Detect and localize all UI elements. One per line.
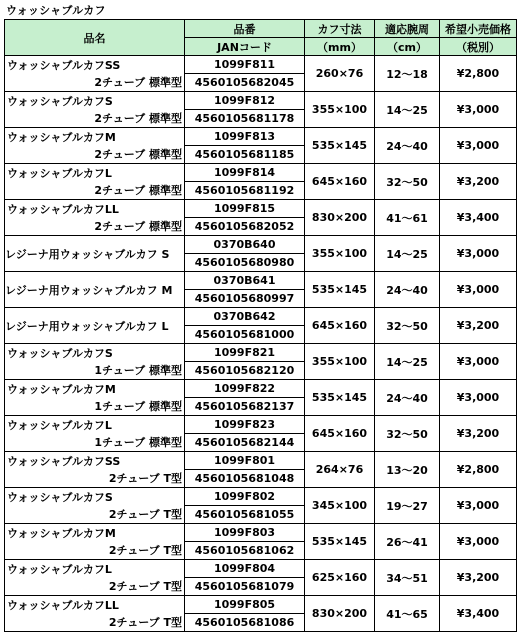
header-arm-unit: （cm） bbox=[375, 38, 440, 56]
table-row bbox=[5, 596, 517, 614]
arm-range: 32～50 bbox=[375, 164, 440, 200]
product-variant: 1チューブ 標準型 bbox=[94, 399, 182, 413]
product-variant: 2チューブ 標準型 bbox=[94, 75, 182, 89]
cuff-size: 260×76 bbox=[305, 56, 375, 92]
product-name: ウォッシャブルカフL bbox=[7, 418, 112, 432]
cuff-size: 625×160 bbox=[305, 560, 375, 596]
arm-range: 41～65 bbox=[375, 596, 440, 632]
jan-code: 4560105682120 bbox=[185, 362, 305, 380]
product-name-cell bbox=[5, 560, 185, 596]
arm-range: 26～41 bbox=[375, 524, 440, 560]
arm-range: 14～25 bbox=[375, 92, 440, 128]
product-variant: 2チューブ T型 bbox=[108, 579, 182, 593]
retail-price: ¥3,400 bbox=[440, 200, 517, 236]
arm-range: 32～50 bbox=[375, 308, 440, 344]
table-row bbox=[5, 92, 517, 110]
arm-range: 24～40 bbox=[375, 128, 440, 164]
product-variant: 2チューブ T型 bbox=[108, 615, 182, 629]
header-code: 品番 bbox=[185, 20, 305, 38]
product-variant: 2チューブ 標準型 bbox=[94, 219, 182, 233]
product-variant: 2チューブ T型 bbox=[108, 543, 182, 557]
product-variant: 1チューブ 標準型 bbox=[94, 363, 182, 377]
product-code: 1099F823 bbox=[185, 416, 305, 434]
product-name-cell bbox=[5, 596, 185, 632]
jan-code: 4560105681055 bbox=[185, 506, 305, 524]
header-price: 希望小売価格 bbox=[440, 20, 517, 38]
header-name: 品名 bbox=[5, 20, 185, 56]
cuff-size: 645×160 bbox=[305, 308, 375, 344]
retail-price: ¥3,000 bbox=[440, 524, 517, 560]
product-code: 1099F821 bbox=[185, 344, 305, 362]
product-name-cell: レジーナ用ウォッシャブルカフ M bbox=[5, 272, 185, 308]
table-row bbox=[5, 560, 517, 578]
product-name: ウォッシャブルカフS bbox=[7, 94, 113, 108]
product-name: ウォッシャブルカフSS bbox=[7, 454, 121, 468]
product-code: 1099F801 bbox=[185, 452, 305, 470]
jan-code: 4560105682137 bbox=[185, 398, 305, 416]
table-row bbox=[5, 308, 517, 326]
arm-range: 41～61 bbox=[375, 200, 440, 236]
table-row bbox=[5, 236, 517, 254]
product-variant: 2チューブ T型 bbox=[108, 507, 182, 521]
arm-range: 32～50 bbox=[375, 416, 440, 452]
page-title: ウォッシャブルカフ bbox=[6, 4, 106, 17]
cuff-size: 355×100 bbox=[305, 236, 375, 272]
retail-price: ¥3,200 bbox=[440, 560, 517, 596]
table-row bbox=[5, 272, 517, 290]
product-name-cell bbox=[5, 128, 185, 164]
table-row bbox=[5, 164, 517, 182]
product-variant: 2チューブ 標準型 bbox=[94, 183, 182, 197]
cuff-size: 535×145 bbox=[305, 128, 375, 164]
table-row bbox=[5, 56, 517, 74]
jan-code: 4560105681062 bbox=[185, 542, 305, 560]
arm-range: 14～25 bbox=[375, 344, 440, 380]
cuff-size: 645×160 bbox=[305, 164, 375, 200]
jan-code: 4560105681086 bbox=[185, 614, 305, 632]
product-name: ウォッシャブルカフSS bbox=[7, 58, 121, 72]
product-name-cell bbox=[5, 524, 185, 560]
product-code: 0370B642 bbox=[185, 308, 305, 326]
product-code: 1099F822 bbox=[185, 380, 305, 398]
jan-code: 4560105681048 bbox=[185, 470, 305, 488]
retail-price: ¥3,200 bbox=[440, 308, 517, 344]
jan-code: 4560105681178 bbox=[185, 110, 305, 128]
cuff-size: 345×100 bbox=[305, 488, 375, 524]
arm-range: 12～18 bbox=[375, 56, 440, 92]
product-variant: 2チューブ 標準型 bbox=[94, 147, 182, 161]
product-code: 0370B640 bbox=[185, 236, 305, 254]
table-row bbox=[5, 200, 517, 218]
table-body bbox=[5, 56, 517, 632]
table-row bbox=[5, 524, 517, 542]
product-name: ウォッシャブルカフL bbox=[7, 166, 112, 180]
product-name-cell bbox=[5, 380, 185, 416]
product-name: ウォッシャブルカフS bbox=[7, 490, 113, 504]
product-name-cell bbox=[5, 200, 185, 236]
table-header bbox=[5, 20, 517, 56]
retail-price: ¥2,800 bbox=[440, 452, 517, 488]
table-row bbox=[5, 380, 517, 398]
cuff-size: 355×100 bbox=[305, 92, 375, 128]
jan-code: 4560105680997 bbox=[185, 290, 305, 308]
product-name-cell bbox=[5, 452, 185, 488]
jan-code: 4560105681079 bbox=[185, 578, 305, 596]
cuff-size: 830×200 bbox=[305, 596, 375, 632]
retail-price: ¥3,000 bbox=[440, 272, 517, 308]
jan-code: 4560105680980 bbox=[185, 254, 305, 272]
cuff-size: 535×145 bbox=[305, 380, 375, 416]
product-name: ウォッシャブルカフLL bbox=[7, 202, 119, 216]
header-jan: JANコード bbox=[185, 38, 305, 56]
product-name-cell bbox=[5, 164, 185, 200]
header-size-unit: （mm） bbox=[305, 38, 375, 56]
product-variant: 2チューブ T型 bbox=[108, 471, 182, 485]
cuff-size: 535×145 bbox=[305, 524, 375, 560]
product-code: 1099F812 bbox=[185, 92, 305, 110]
product-name-cell: レジーナ用ウォッシャブルカフ L bbox=[5, 308, 185, 344]
product-name: ウォッシャブルカフM bbox=[7, 382, 116, 396]
product-code: 0370B641 bbox=[185, 272, 305, 290]
cuff-size: 535×145 bbox=[305, 272, 375, 308]
product-name: ウォッシャブルカフLL bbox=[7, 598, 119, 612]
arm-range: 24～40 bbox=[375, 272, 440, 308]
product-code: 1099F804 bbox=[185, 560, 305, 578]
product-code: 1099F805 bbox=[185, 596, 305, 614]
table-row bbox=[5, 416, 517, 434]
product-name-cell bbox=[5, 344, 185, 380]
arm-range: 19～27 bbox=[375, 488, 440, 524]
product-variant: 2チューブ 標準型 bbox=[94, 111, 182, 125]
retail-price: ¥3,200 bbox=[440, 164, 517, 200]
jan-code: 4560105681185 bbox=[185, 146, 305, 164]
product-name: ウォッシャブルカフS bbox=[7, 346, 113, 360]
header-size: カフ寸法 bbox=[305, 20, 375, 38]
product-code: 1099F815 bbox=[185, 200, 305, 218]
product-code: 1099F802 bbox=[185, 488, 305, 506]
cuff-size: 830×200 bbox=[305, 200, 375, 236]
retail-price: ¥3,000 bbox=[440, 92, 517, 128]
retail-price: ¥3,000 bbox=[440, 380, 517, 416]
product-code: 1099F811 bbox=[185, 56, 305, 74]
jan-code: 4560105681000 bbox=[185, 326, 305, 344]
table-row bbox=[5, 128, 517, 146]
cuff-size: 645×160 bbox=[305, 416, 375, 452]
arm-range: 13～20 bbox=[375, 452, 440, 488]
product-name: ウォッシャブルカフM bbox=[7, 130, 116, 144]
header-price-note: （税別） bbox=[440, 38, 517, 56]
product-name: ウォッシャブルカフL bbox=[7, 562, 112, 576]
product-name-cell bbox=[5, 488, 185, 524]
retail-price: ¥3,000 bbox=[440, 128, 517, 164]
arm-range: 34～51 bbox=[375, 560, 440, 596]
cuff-size: 355×100 bbox=[305, 344, 375, 380]
arm-range: 14～25 bbox=[375, 236, 440, 272]
arm-range: 24～40 bbox=[375, 380, 440, 416]
price-table bbox=[4, 19, 517, 632]
header-arm: 適応腕周 bbox=[375, 20, 440, 38]
table-row bbox=[5, 344, 517, 362]
product-name: ウォッシャブルカフM bbox=[7, 526, 116, 540]
jan-code: 4560105682045 bbox=[185, 74, 305, 92]
jan-code: 4560105682144 bbox=[185, 434, 305, 452]
retail-price: ¥3,000 bbox=[440, 344, 517, 380]
retail-price: ¥3,200 bbox=[440, 416, 517, 452]
product-name-cell: レジーナ用ウォッシャブルカフ S bbox=[5, 236, 185, 272]
table-row bbox=[5, 488, 517, 506]
jan-code: 4560105681192 bbox=[185, 182, 305, 200]
retail-price: ¥3,000 bbox=[440, 236, 517, 272]
product-name-cell bbox=[5, 56, 185, 92]
product-code: 1099F813 bbox=[185, 128, 305, 146]
product-code: 1099F814 bbox=[185, 164, 305, 182]
cuff-size: 264×76 bbox=[305, 452, 375, 488]
retail-price: ¥2,800 bbox=[440, 56, 517, 92]
product-name-cell bbox=[5, 92, 185, 128]
product-name-cell bbox=[5, 416, 185, 452]
jan-code: 4560105682052 bbox=[185, 218, 305, 236]
product-code: 1099F803 bbox=[185, 524, 305, 542]
retail-price: ¥3,000 bbox=[440, 488, 517, 524]
table-row bbox=[5, 452, 517, 470]
retail-price: ¥3,400 bbox=[440, 596, 517, 632]
product-variant: 1チューブ 標準型 bbox=[94, 435, 182, 449]
